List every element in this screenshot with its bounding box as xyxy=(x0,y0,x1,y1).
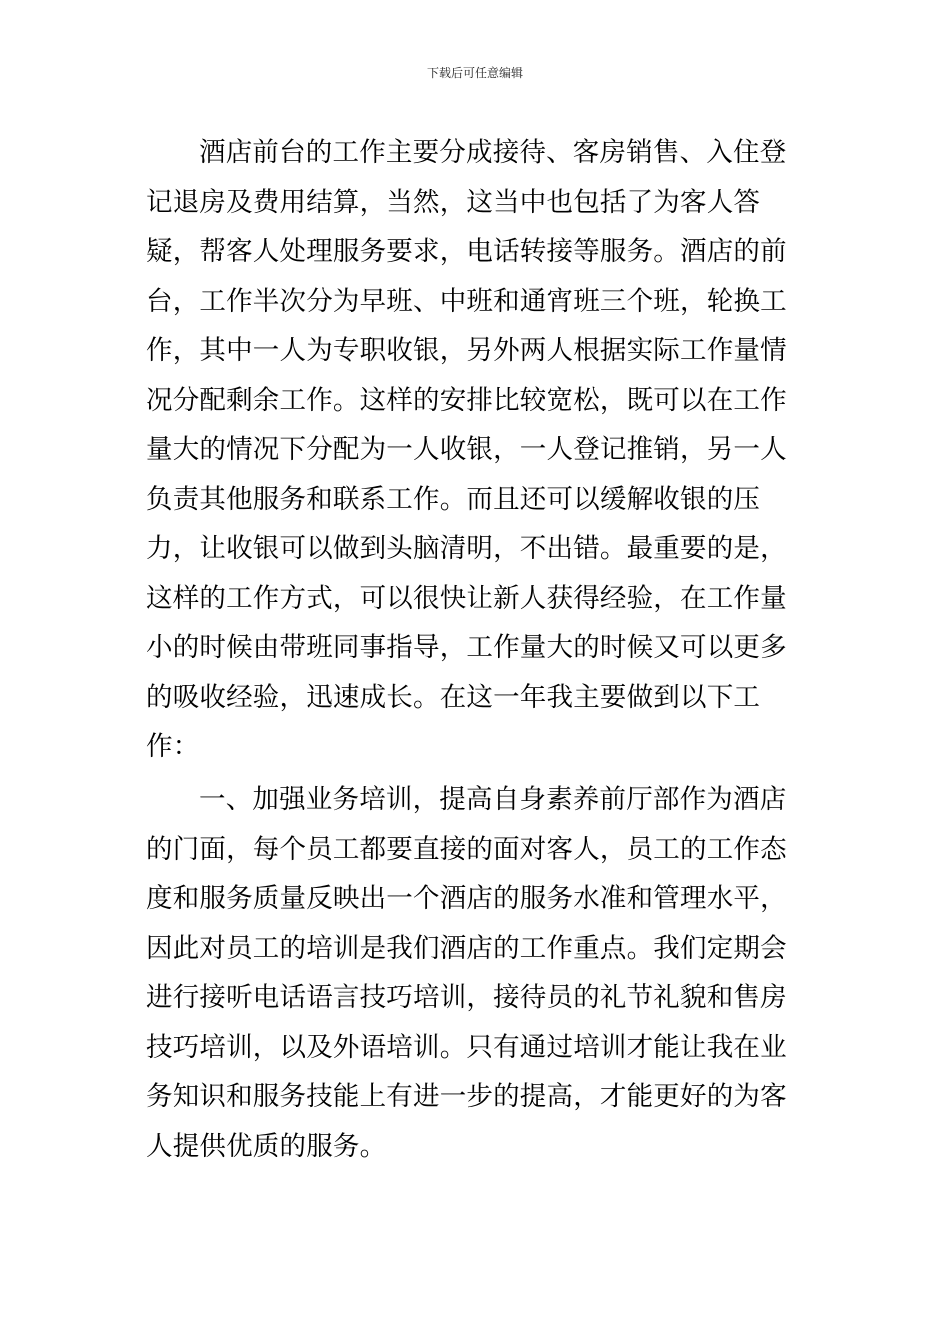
header-note: 下载后可任意编辑 xyxy=(426,66,523,80)
body-paragraph-1: 酒店前台的工作主要分成接待、客房销售、入住登记退房及费用结算，当然，这当中也包括了为客人答疑，帮客人处理服务要求，电话转接等服务。酒店的前台，工作半次分为早班、中班和通宵班三个班，轮换工作，其中一人为专职收银，另外两人根据实际工作量情况分配剩余工作。这样的安排比较宽松，既可以在工作量大的情况下分配为一人收银，一人登记推销，另一人负责其他服务和联系工作。而且还可以缓解收银的压力，让收银可以做到头脑清明，不出错。最重要的是，这样的工作方式，可以很快让新人获得经验，在工作量小的时候由带班同事指导，工作量大的时候又可以更多的吸收经验，迅速成长。在这一年我主要做到以下工作： xyxy=(146,137,787,762)
body-paragraph-container-2 xyxy=(146,775,810,1171)
body-paragraph-2: 一、加强业务培训，提高自身素养前厅部作为酒店的门面，每个员工都要直接的面对客人，员工的工作态度和服务质量反映出一个酒店的服务水准和管理水平，因此对员工的培训是我们酒店的工作重点。我们定期会进行接听电话语言技巧培训，接待员的礼节礼貌和售房技巧培训，以及外语培训。只有通过培训才能让我在业务知识和服务技能上有进一步的提高，才能更好的为客人提供优质的服务。 xyxy=(146,784,787,1162)
body-paragraph-container-1 xyxy=(146,128,810,772)
